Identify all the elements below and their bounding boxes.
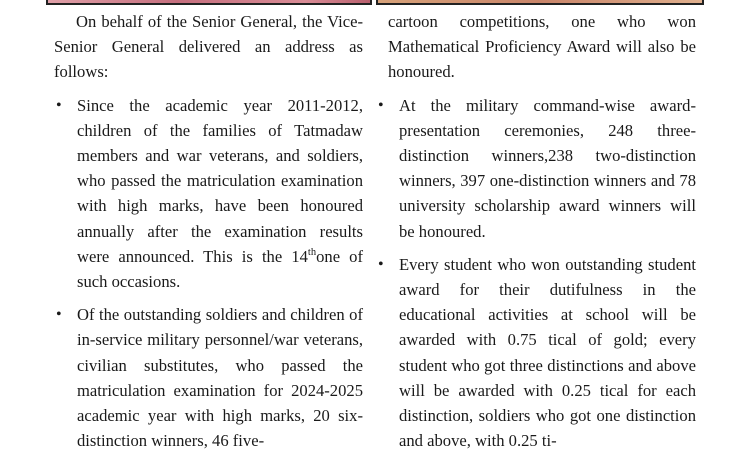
bullet-text: At the military command-wise award-presentation ceremonies, 248 three-distinction winners,238 two-distinction winners, 397 one-distinction winners and 78 university scholarship award winners will be honoured. — [399, 95, 696, 241]
list-item — [376, 252, 696, 454]
list-item — [376, 93, 696, 244]
bullet-icon: • — [378, 96, 384, 114]
bullet-text: Of the outstanding soldiers and children of in-service military personnel/war veterans, civilian substitutes, who passed the matriculation examination for 2024-2025 academic year with high marks, 20 six-distinction winners, 46 five- — [77, 305, 363, 451]
ordinal-number: 14 — [291, 246, 308, 266]
bullet-icon: • — [56, 96, 62, 114]
continuation-paragraph: cartoon competitions, one who won Mathematical Proficiency Award will also be honoured. — [388, 12, 696, 82]
photo-left-edge — [46, 0, 372, 5]
intro-paragraph: On behalf of the Senior General, the Vice-Senior General delivered an address as follows: — [54, 12, 363, 82]
list-item — [54, 93, 363, 295]
bullet-text-tail: one of such occasions. — [77, 246, 363, 292]
bullet-text: Since the academic year 2011-2012, children of the families of Tatmadaw members and war veterans, and soldiers, who passed the matriculation examination with high marks, have been honoured annually after the examination results were announced. This is the — [77, 95, 363, 266]
bullet-icon: • — [56, 306, 62, 324]
left-column — [54, 9, 363, 453]
bullet-text: Every student who won outstanding student award for their dutifulness in the educational activities at school will be awarded with 0.75 tical of gold; every student who got three distinctions and above will be awarded with 0.25 tical for each distinction, soldiers who got one distinction and above, with 0.25 ti- — [399, 254, 696, 451]
list-item — [54, 302, 363, 453]
bullet-icon: • — [378, 255, 384, 273]
left-bullet-list — [54, 93, 363, 454]
ordinal-suffix: th — [307, 246, 317, 258]
right-bullet-list — [378, 93, 696, 454]
right-column — [378, 9, 696, 453]
photo-right-edge — [376, 0, 704, 5]
